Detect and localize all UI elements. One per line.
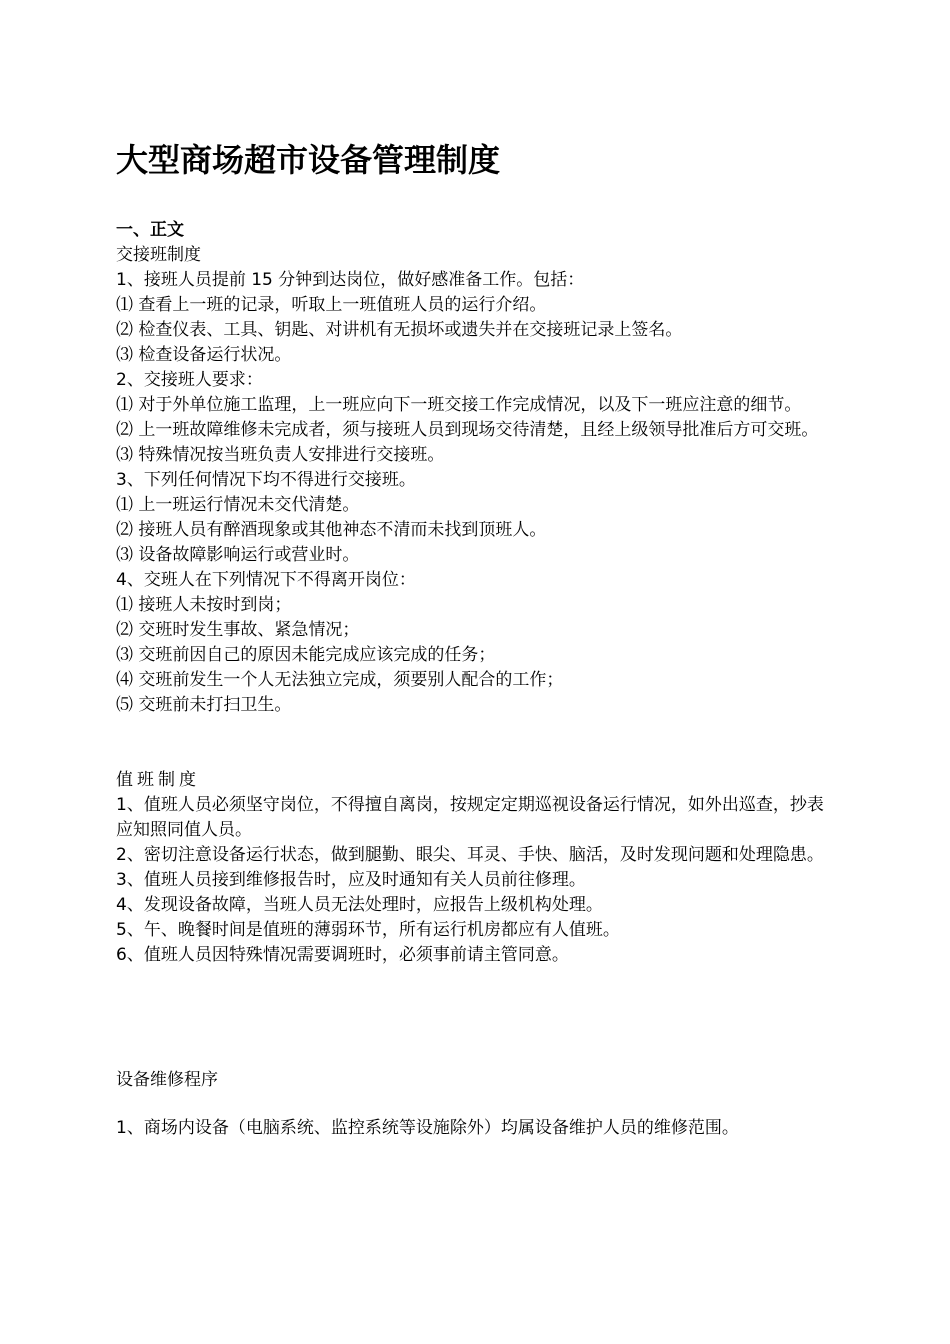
paragraph-line: ⑴ 接班人未按时到岗； bbox=[116, 595, 292, 615]
paragraph-line: ⑵ 交班时发生事故、紧急情况； bbox=[116, 620, 360, 640]
paragraph-line: ⑵ 检查仪表、工具、钥匙、对讲机有无损坏或遗失并在交接班记录上签名。 bbox=[116, 320, 683, 340]
paragraph-line: 4、发现设备故障，当班人员无法处理时，应报告上级机构处理。 bbox=[116, 895, 603, 915]
document-body bbox=[116, 218, 836, 1141]
paragraph-line: ⑴ 上一班运行情况未交代清楚。 bbox=[116, 495, 360, 515]
paragraph-line: 2、交接班人要求： bbox=[116, 370, 263, 390]
paragraph-line: 3、下列任何情况下均不得进行交接班。 bbox=[116, 470, 416, 490]
paragraph-line: 6、值班人员因特殊情况需要调班时，必须事前请主管同意。 bbox=[116, 945, 569, 965]
paragraph-line: ⑶ 特殊情况按当班负责人安排进行交接班。 bbox=[116, 445, 445, 465]
paragraph-line: 1、接班人员提前 15 分钟到达岗位，做好感准备工作。包括： bbox=[116, 270, 585, 290]
paragraph-line: ⑷ 交班前发生一个人无法独立完成，须要别人配合的工作； bbox=[116, 670, 564, 690]
paragraph-line: ⑸ 交班前未打扫卫生。 bbox=[116, 695, 292, 715]
paragraph-line: ⑶ 设备故障影响运行或营业时。 bbox=[116, 545, 360, 565]
repair-heading: 设备维修程序 bbox=[116, 1070, 218, 1090]
document-title: 大型商场超市设备管理制度 bbox=[116, 141, 501, 179]
paragraph-line: ⑶ 检查设备运行状况。 bbox=[116, 345, 292, 365]
paragraph-line: ⑶ 交班前因自己的原因未能完成应该完成的任务； bbox=[116, 645, 496, 665]
handover-section bbox=[116, 243, 836, 718]
repair-section bbox=[116, 1068, 836, 1141]
paragraph-line: 5、午、晚餐时间是值班的薄弱环节，所有运行机房都应有人值班。 bbox=[116, 920, 620, 940]
paragraph-line: ⑵ 上一班故障维修未完成者，须与接班人员到现场交待清楚，且经上级领导批准后方可交班。 bbox=[116, 420, 819, 440]
section-heading: 一、正文 bbox=[116, 220, 184, 240]
paragraph-line: 1、值班人员必须坚守岗位，不得擅自离岗，按规定定期巡视设备运行情况，如外出巡查，抄表应知照同值人员。 bbox=[116, 795, 824, 840]
paragraph-line: ⑴ 对于外单位施工监理，上一班应向下一班交接工作完成情况，以及下一班应注意的细节。 bbox=[116, 395, 802, 415]
duty-section bbox=[116, 768, 836, 968]
paragraph-line: 2、密切注意设备运行状态，做到腿勤、眼尖、耳灵、手快、脑活，及时发现问题和处理隐患。 bbox=[116, 845, 824, 865]
paragraph-line: 1、商场内设备（电脑系统、监控系统等设施除外）均属设备维护人员的维修范围。 bbox=[116, 1118, 739, 1138]
handover-heading: 交接班制度 bbox=[116, 245, 201, 265]
paragraph-line: 4、交班人在下列情况下不得离开岗位： bbox=[116, 570, 416, 590]
paragraph-line: 3、值班人员接到维修报告时，应及时通知有关人员前往修理。 bbox=[116, 870, 586, 890]
paragraph-line: ⑴ 查看上一班的记录，听取上一班值班人员的运行介绍。 bbox=[116, 295, 547, 315]
paragraph-line: ⑵ 接班人员有醉酒现象或其他神态不清而未找到顶班人。 bbox=[116, 520, 547, 540]
duty-heading: 值班制度 bbox=[116, 770, 200, 790]
